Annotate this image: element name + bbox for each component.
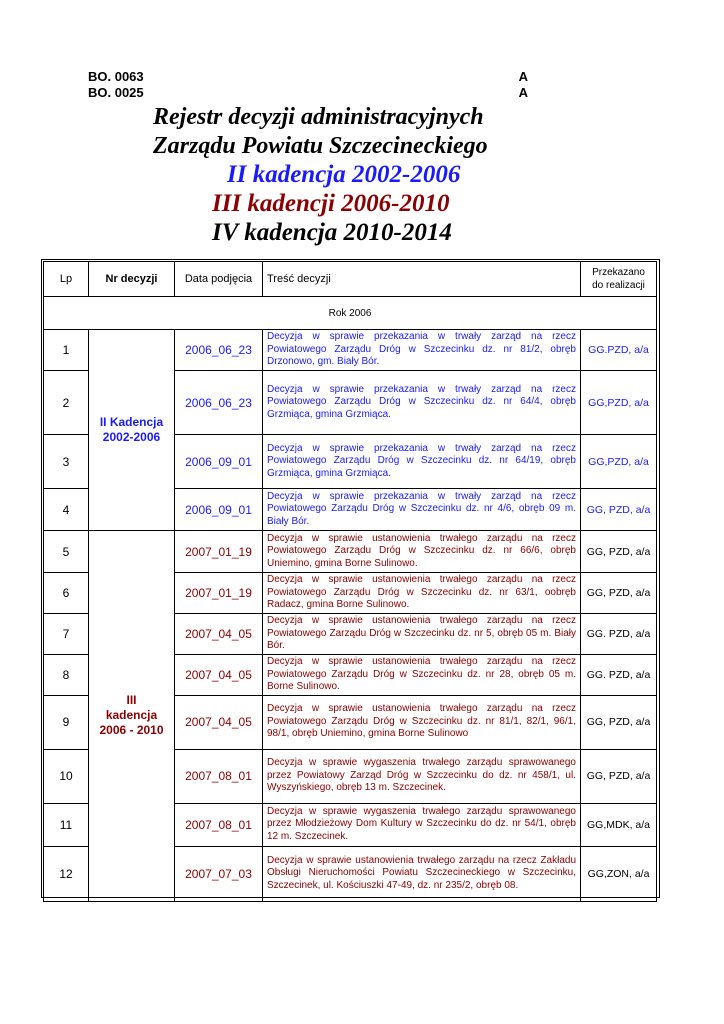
row-description: Decyzja w sprawie wygaszenia trwałego zarządu sprawowanego przez Młodzieżowy Dom Kultury w Szczecinku do dz. nr 54/1, obręb 12 m. Szczecinek.	[263, 803, 581, 846]
row-przekazano: GG,PZD, a/a	[581, 371, 657, 435]
row-lp: 1	[44, 330, 89, 371]
row-description: Decyzja w sprawie ustanowienia trwałego zarządu na rzecz Powiatowego Zarządu Dróg w Szczecinku dz. nr 63/1, oobręb Radacz, gmina Borne Sulinowo.	[263, 573, 581, 614]
row-lp: 9	[44, 695, 89, 749]
row-przekazano: GG,ZON, a/a	[581, 846, 657, 901]
header-data-podjecia: Data podjęcia	[175, 262, 263, 297]
row-date: 2007_08_01	[175, 749, 263, 803]
row-date: 2006_09_01	[175, 489, 263, 531]
term-group-iii-line1: III	[126, 693, 137, 708]
table-row	[44, 330, 657, 371]
term-group-ii-line2: 2002-2006	[102, 430, 161, 444]
row-description: Decyzja w sprawie ustanowienia trwałego zarządu na rzecz Powiatowego Zarządu Dróg w Szczecinku dz. nr 5, obręb 05 m. Biały Bór.	[263, 614, 581, 655]
row-description: Decyzja w sprawie ustanowienia trwałego zarządu na rzecz Zakładu Obsługi Nieruchomości Powiatu Szczecineckiego w Szczecinku, Szczecinek, ul. Kościuszki 47-49, dz. nr 235/2, obręb 08.	[263, 846, 581, 901]
row-date: 2006_06_23	[175, 371, 263, 435]
code-category: A	[518, 85, 528, 100]
header-przekazano-line2: do realizacji	[592, 280, 645, 291]
row-przekazano: GG, PZD, a/a	[581, 695, 657, 749]
row-przekazano: GG, PZD, a/a	[581, 489, 657, 531]
row-date: 2007_07_03	[175, 846, 263, 901]
row-description: Decyzja w sprawie przekazania w trwały zarząd na rzecz Powiatowego Zarządu Dróg w Szczecinku dz. nr 81/2, obręb Drzonowo, gm. Biały Bór.	[263, 330, 581, 371]
term-group-iii-line2: kadencja	[105, 708, 158, 723]
code-row	[88, 85, 528, 101]
document-codes	[88, 69, 528, 101]
row-przekazano: GG, PZD, a/a	[581, 573, 657, 614]
row-description: Decyzja w sprawie ustanowienia trwałego zarządu na rzecz Powiatowego Zarządu Dróg w Szczecinku dz. nr 81/1, 82/1, 96/1, 98/1, obręb Uniemino, gmina Borne Sulinowo	[263, 695, 581, 749]
term-group-iii-line3: 2006 - 2010	[99, 723, 164, 738]
row-lp: 8	[44, 655, 89, 696]
row-przekazano: GG,MDK, a/a	[581, 803, 657, 846]
header-tresc-decyzji: Treść decyzji	[263, 262, 581, 297]
title-term-2: II kadencja 2002-2006	[227, 161, 461, 188]
table-header-row	[44, 262, 657, 297]
row-description: Decyzja w sprawie przekazania w trwały zarząd na rzecz Powiatowego Zarządu Dróg w Szczecinku dz. nr 64/19, obręb Grzmiąca, gmina Grzmiąca.	[263, 435, 581, 489]
row-description: Decyzja w sprawie ustanowienia trwałego zarządu na rzecz Powiatowego Zarządu Dróg w Szczecinku dz. nr 28, obręb 05 m. Borne Sulinowo.	[263, 655, 581, 696]
row-lp: 10	[44, 749, 89, 803]
row-lp: 3	[44, 435, 89, 489]
header-nr-decyzji: Nr decyzji	[89, 262, 175, 297]
code-number: BO. 0063	[88, 69, 144, 84]
row-date: 2007_08_01	[175, 803, 263, 846]
row-przekazano: GG,PZD, a/a	[581, 435, 657, 489]
row-date: 2006_06_23	[175, 330, 263, 371]
title-term-3: III kadencji 2006-2010	[212, 190, 450, 217]
table-row	[44, 531, 657, 573]
term-group-iii	[89, 531, 175, 902]
year-row	[44, 297, 657, 330]
decision-register-table	[43, 261, 657, 902]
row-przekazano: GG. PZD, a/a	[581, 655, 657, 696]
row-description: Decyzja w sprawie wygaszenia trwałego zarządu sprawowanego przez Powiatowy Zarząd Dróg w Szczecinku do dz. nr 458/1, ul. Wyszyńskiego, obręb 13 m. Szczecinek.	[263, 749, 581, 803]
title-line-2: Zarządu Powiatu Szczecineckiego	[153, 133, 488, 159]
header-przekazano-line1: Przekazano	[592, 267, 645, 278]
row-przekazano: GG, PZD, a/a	[581, 531, 657, 573]
row-date: 2007_04_05	[175, 655, 263, 696]
row-date: 2007_01_19	[175, 531, 263, 573]
row-lp: 2	[44, 371, 89, 435]
header-przekazano	[581, 262, 657, 297]
row-przekazano: GG, PZD, a/a	[581, 749, 657, 803]
row-date: 2007_04_05	[175, 695, 263, 749]
row-lp: 4	[44, 489, 89, 531]
code-number: BO. 0025	[88, 85, 144, 100]
code-row	[88, 69, 528, 85]
title-term-4: IV kadencja 2010-2014	[212, 219, 452, 246]
row-lp: 11	[44, 803, 89, 846]
year-label: Rok 2006	[44, 297, 657, 330]
row-date: 2006_09_01	[175, 435, 263, 489]
row-date: 2007_04_05	[175, 614, 263, 655]
row-description: Decyzja w sprawie ustanowienia trwałego zarządu na rzecz Powiatowego Zarządu Dróg w Szczecinku dz. nr 66/6, obręb Uniemino, gmina Borne Sulinowo.	[263, 531, 581, 573]
row-description: Decyzja w sprawie przekazania w trwały zarząd na rzecz Powiatowego Zarządu Dróg w Szczecinku dz. nr 64/4, obręb Grzmiąca, gmina Grzmiąca.	[263, 371, 581, 435]
term-group-ii-line1: II Kadencja	[99, 415, 164, 429]
row-przekazano: GG. PZD, a/a	[581, 614, 657, 655]
row-przekazano: GG.PZD, a/a	[581, 330, 657, 371]
title-line-1: Rejestr decyzji administracyjnych	[153, 104, 484, 130]
row-lp: 5	[44, 531, 89, 573]
term-group-ii	[89, 330, 175, 531]
header-lp: Lp	[44, 262, 89, 297]
row-description: Decyzja w sprawie przekazania w trwały zarząd na rzecz Powiatowego Zarządu Dróg w Szczecinku dz. nr 4/6, obręb 09 m. Biały Bór.	[263, 489, 581, 531]
row-lp: 7	[44, 614, 89, 655]
code-category: A	[518, 69, 528, 84]
row-date: 2007_01_19	[175, 573, 263, 614]
row-lp: 6	[44, 573, 89, 614]
row-lp: 12	[44, 846, 89, 901]
